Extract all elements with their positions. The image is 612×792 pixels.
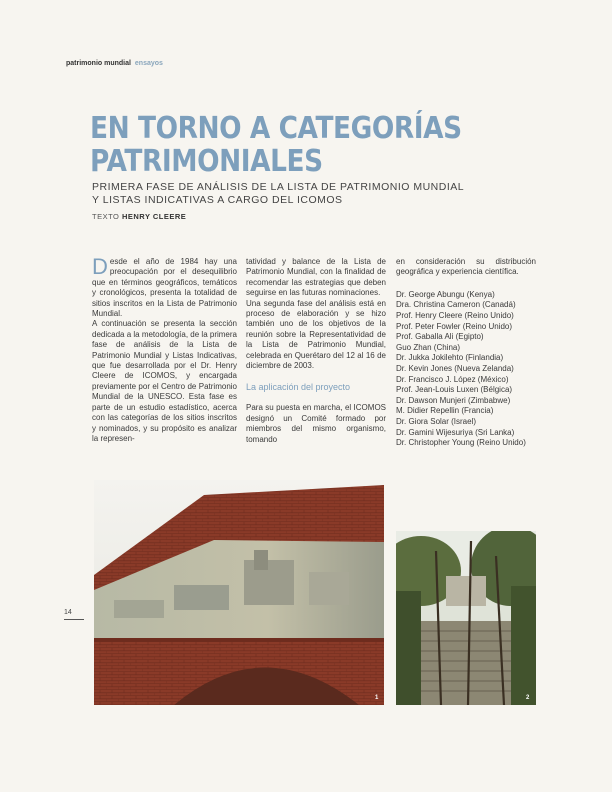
byline-label: TEXTO: [92, 212, 120, 221]
committee-member: Prof. Henry Cleere (Reino Unido): [396, 311, 514, 320]
article-title: [90, 112, 462, 178]
title-line: EN TORNO A CATEGORÍAS: [90, 111, 462, 146]
page-number: 14: [64, 609, 72, 616]
committee-member: Dr. Jukka Jokilehto (Finlandia): [396, 353, 504, 363]
photo-number: 1: [375, 695, 379, 701]
paragraph: tatividad y balance de la Lista de Patrimonio Mundial, con la finalidad de recomendar las estrategias que deben seguirse en las futuras nominaciones.: [246, 257, 386, 298]
paragraph: Desde el año de 1984 hay una preocupación por el desequilibrio que en términos geográficos, temáticos y cronológicos, presenta la totalidad de sitios inscritos en la Lista de Patrimonio Mundial.: [92, 254, 237, 319]
committee-member: Dr. George Abungu (Kenya): [396, 289, 495, 299]
page-number-rule: [64, 619, 84, 620]
section-name: patrimonio mundial: [66, 60, 131, 67]
committee-member: Dr. Kevin Jones (Nueva Zelanda): [396, 363, 514, 373]
photo-brick-wall-mural: [94, 480, 384, 705]
author-name: HENRY CLEERE: [121, 212, 187, 221]
paragraph: A continuación se presenta la sección dedicada a la metodología, de la primera fase de análisis de la Lista de Patrimonio Mundial y Listas Indicativas, que fue desarrollada por el Dr. Henry Cleere de ICOMOS, y encargada previamente por el Centro de Patrimonio Mundial de la UNESCO. Esta fase es parte de un estudio estadístico, acerca con las categorías de los sitios inscritos y nominados, y su propósito es analizar la represen-: [92, 319, 237, 443]
committee-member: Prof. Gaballa Ali (Egipto): [396, 332, 484, 342]
section-header: [66, 60, 163, 67]
paragraph: Una segunda fase del análisis está en proceso de elaboración y se hizo también uno de los objetivos de la reunión sobre la Representatividad de la Lista de Patrimonio Mundial, celebrada en Querétaro del 12 al 16 de diciembre de 2003.: [246, 298, 386, 371]
committee-member: Dr. Dawson Munjeri (Zimbabwe): [396, 395, 511, 405]
committee-member: Prof. Jean-Louis Luxen (Bélgica): [396, 385, 513, 395]
title-line: PATRIMONIALES: [90, 144, 323, 179]
committee-member: M. Didier Repellin (Francia): [396, 406, 494, 416]
article-subtitle: [92, 181, 464, 207]
subtitle-line: PRIMERA FASE DE ANÁLISIS DE LA LISTA DE PATRIMONIO MUNDIAL: [92, 181, 465, 193]
committee-member: Dra. Christina Cameron (Canadá): [396, 300, 516, 310]
committee-member: Prof. Peter Fowler (Reino Unido): [396, 321, 513, 331]
committee-list: [396, 290, 536, 449]
committee-member: Dr. Giora Solar (Israel): [396, 416, 477, 426]
subtitle-line: Y LISTAS INDICATIVAS A CARGO DEL ICOMOS: [92, 194, 343, 206]
paragraph: en consideración su distribución geográfica y experiencia científica.: [396, 257, 536, 277]
paragraph: Para su puesta en marcha, el ICOMOS designó un Comité formado por miembros del mismo organismo, tomando: [246, 403, 386, 444]
photo-ruins-staircase: [396, 531, 536, 705]
byline: [92, 212, 186, 221]
section-heading: La aplicación del proyecto: [246, 382, 351, 393]
subsection-name: ensayos: [134, 60, 163, 67]
committee-member: Guo Zhan (China): [396, 342, 461, 352]
column-2: [246, 257, 386, 445]
committee-member: Dr. Gamini Wijesuriya (Sri Lanka): [396, 427, 515, 437]
committee-member: Dr. Francisco J. López (México): [396, 374, 509, 384]
column-3: [396, 257, 536, 449]
photo-number: 2: [526, 695, 530, 701]
committee-member: Dr. Christopher Young (Reino Unido): [396, 438, 526, 448]
column-1: [92, 254, 237, 444]
